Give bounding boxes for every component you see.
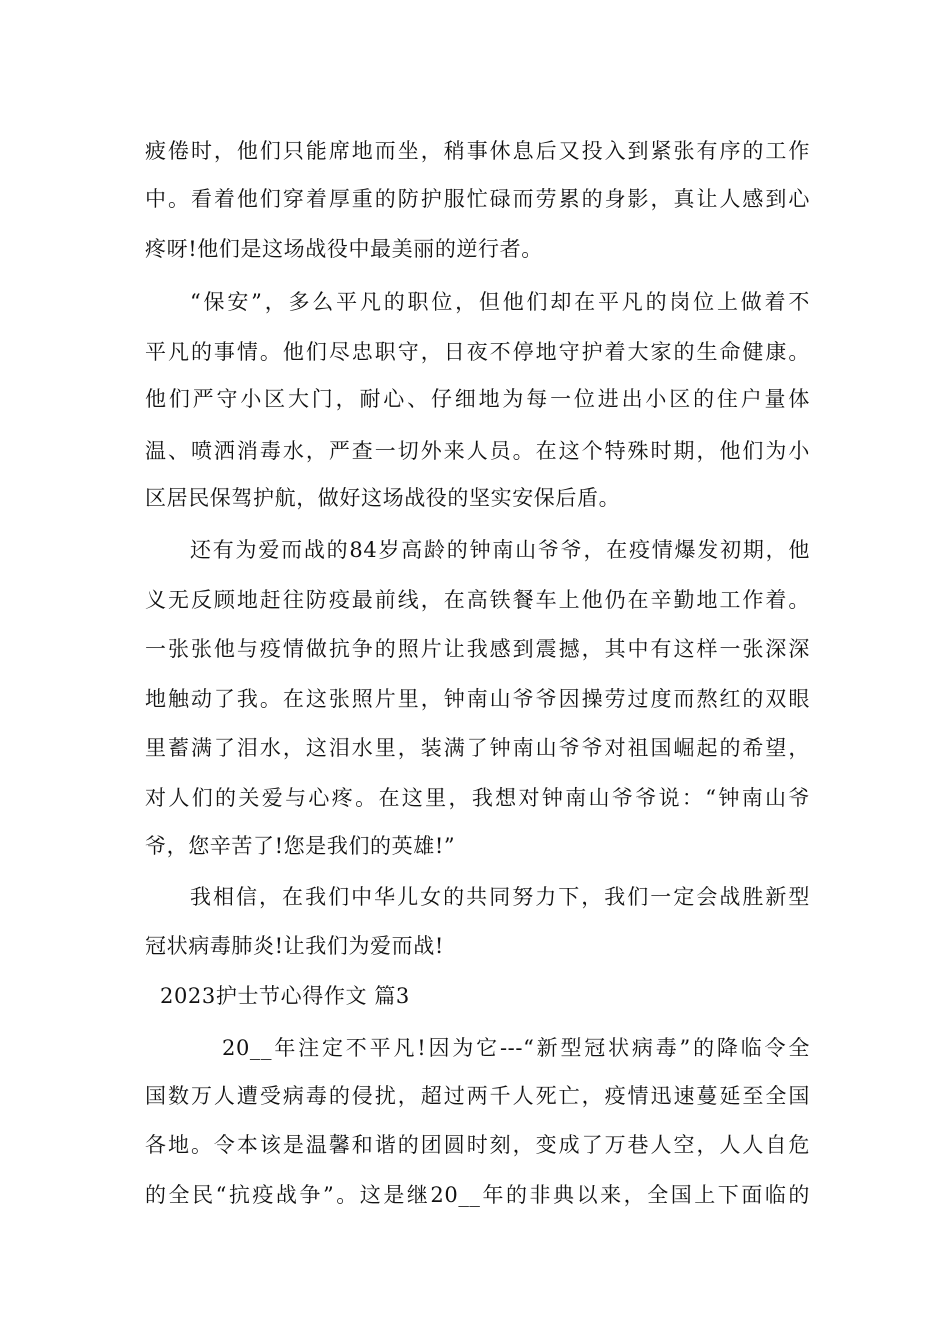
paragraph-line: 的全民“抗疫战争”。这是继20__年的非典以来，全国上下面临的 — [145, 1183, 810, 1207]
paragraph-line: 20__年注定不平凡!因为它---“新型冠状病毒”的降临令全 — [222, 1036, 810, 1060]
paragraph-line: 义无反顾地赶往防疫最前线，在高铁餐车上他仍在辛勤地工作着。 — [145, 588, 810, 612]
paragraph-line: 国数万人遭受病毒的侵扰，超过两千人死亡，疫情迅速蔓延至全国 — [145, 1084, 810, 1108]
paragraph-line: “保安”，多么平凡的职位，但他们却在平凡的岗位上做着不 — [190, 290, 810, 314]
paragraph-line: 疼呀!他们是这场战役中最美丽的逆行者。 — [145, 237, 543, 261]
paragraph-line: 中。看着他们穿着厚重的防护服忙碌而劳累的身影，真让人感到心 — [145, 187, 810, 211]
section-heading: 2023护士节心得作文 篇3 — [160, 984, 410, 1008]
paragraph-line: 各地。令本该是温馨和谐的团圆时刻，变成了万巷人空，人人自危 — [145, 1133, 810, 1157]
paragraph-line: 对人们的关爱与心疼。在这里，我想对钟南山爷爷说：“钟南山爷 — [145, 786, 810, 810]
paragraph-line: 冠状病毒肺炎!让我们为爱而战! — [145, 934, 444, 958]
paragraph-line: 爷，您辛苦了!您是我们的英雄!” — [145, 834, 456, 858]
paragraph-line: 里蓄满了泪水，这泪水里，装满了钟南山爷爷对祖国崛起的希望， — [145, 736, 810, 760]
paragraph-line: 还有为爱而战的84岁高龄的钟南山爷爷，在疫情爆发初期，他 — [190, 538, 810, 562]
paragraph-line: 地触动了我。在这张照片里，钟南山爷爷因操劳过度而熬红的双眼 — [145, 687, 810, 711]
paragraph-line: 平凡的事情。他们尽忠职守，日夜不停地守护着大家的生命健康。 — [145, 340, 810, 364]
paragraph-line: 一张张他与疫情做抗争的照片让我感到震撼，其中有这样一张深深 — [145, 637, 810, 661]
paragraph-line: 温、喷洒消毒水，严查一切外来人员。在这个特殊时期，他们为小 — [145, 439, 810, 463]
paragraph-line: 疲倦时，他们只能席地而坐，稍事休息后又投入到紧张有序的工作 — [145, 139, 810, 163]
paragraph-line: 区居民保驾护航，做好这场战役的坚实安保后盾。 — [145, 486, 621, 510]
paragraph-line: 我相信，在我们中华儿女的共同努力下，我们一定会战胜新型 — [190, 885, 810, 909]
paragraph-line: 他们严守小区大门，耐心、仔细地为每一位进出小区的住户量体 — [145, 387, 810, 411]
